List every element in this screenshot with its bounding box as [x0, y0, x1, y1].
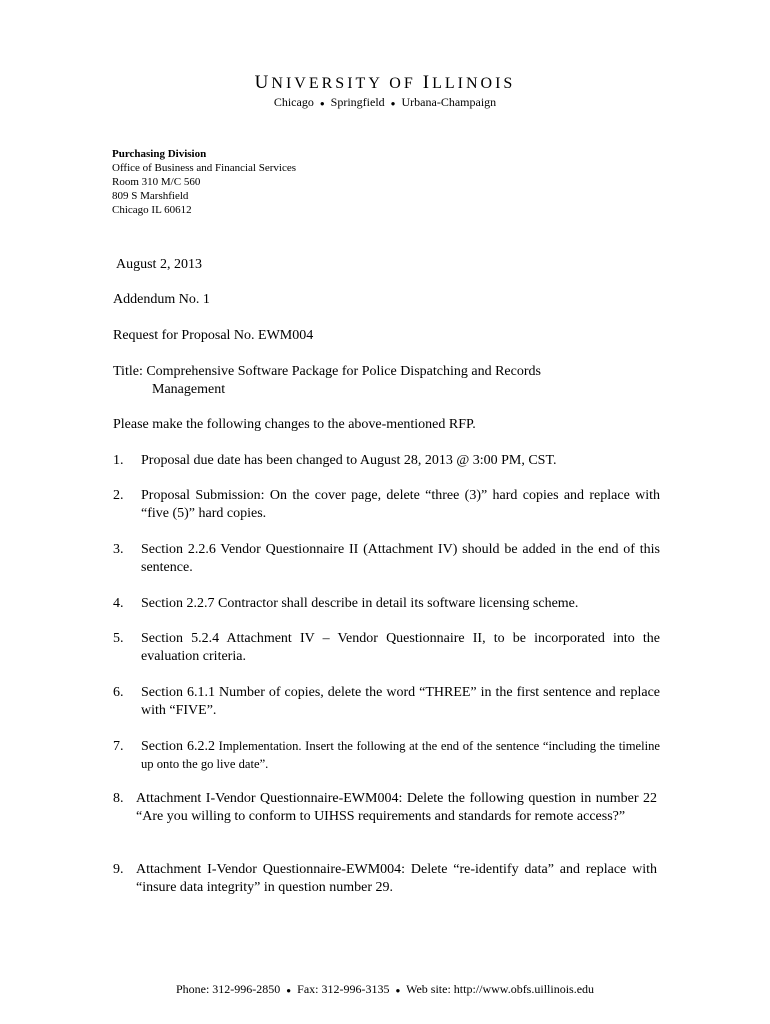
item-text: Proposal Submission: On the cover page, delete “three (3)” hard copies and replace with “five (5)” hard copies. [141, 488, 660, 521]
footer-fax: Fax: 312-996-3135 [297, 982, 390, 996]
item-text: Section 2.2.6 Vendor Questionnaire II (Attachment IV) should be added in the end of this sentence. [141, 542, 660, 575]
campus-chicago: Chicago [273, 95, 314, 109]
address-line-city: Chicago IL 60612 [112, 204, 192, 216]
intro-text: Please make the following changes to the above-mentioned RFP. [113, 417, 476, 432]
addendum-number: Addendum No. 1 [113, 292, 210, 307]
item-number: 7. [113, 739, 124, 754]
bullet-icon: ● [395, 985, 401, 995]
item-text: Proposal due date has been changed to August 28, 2013 @ 3:00 PM, CST. [141, 453, 557, 468]
campus-list [0, 95, 770, 110]
item-text: Implementation. Insert the following at the end of the sentence “including the timeline up onto the go live date”. [141, 739, 660, 771]
rfp-title-line-1: Title: Comprehensive Software Package for Police Dispatching and Records [113, 364, 541, 379]
item-number: 8. [113, 791, 124, 806]
bullet-icon: ● [319, 98, 325, 108]
item-number: 9. [113, 862, 124, 877]
item-text: Section 5.2.4 Attachment IV – Vendor Questionnaire II, to be incorporated into the evaluation criteria. [141, 631, 660, 664]
rfp-title-line-2: Management [152, 382, 226, 397]
item-number: 2. [113, 488, 124, 503]
division-name: Purchasing Division [112, 148, 207, 160]
letter-date: August 2, 2013 [116, 257, 202, 272]
university-name [0, 72, 770, 94]
sender-address [112, 147, 296, 217]
bullet-icon: ● [286, 985, 292, 995]
item-number: 3. [113, 542, 124, 557]
item-text: Section 6.1.1 Number of copies, delete the word “THREE” in the first sentence and replace with “FIVE”. [141, 685, 660, 718]
item-number: 1. [113, 453, 124, 468]
address-line-office: Office of Business and Financial Services [112, 162, 297, 174]
footer-website: Web site: http://www.obfs.uillinois.edu [406, 982, 595, 996]
item-number: 5. [113, 631, 124, 646]
item-text-container [141, 738, 660, 773]
campus-springfield: Springfield [330, 95, 385, 109]
item-section-ref: Section 6.2.2 [141, 739, 215, 754]
bullet-icon: ● [390, 98, 396, 108]
item-text: Attachment I-Vendor Questionnaire-EWM004: Delete “re-identify data” and replace with “insure data integrity” in question number 29. [136, 862, 657, 895]
item-number: 6. [113, 685, 124, 700]
address-line-room: Room 310 M/C 560 [112, 176, 201, 188]
campus-urbana: Urbana-Champaign [401, 95, 497, 109]
footer-phone: Phone: 312-996-2850 [175, 982, 281, 996]
item-text: Section 2.2.7 Contractor shall describe in detail its software licensing scheme. [141, 596, 579, 611]
item-text: Attachment I-Vendor Questionnaire-EWM004: Delete the following question in number 22 “Are you willing to conform to UIHSS requirements and standards for remote access?” [136, 791, 657, 824]
item-number: 4. [113, 596, 124, 611]
university-name-text: UNIVERSITY OF ILLINOIS [254, 72, 516, 93]
rfp-number: Request for Proposal No. EWM004 [113, 328, 314, 343]
address-line-street: 809 S Marshfield [112, 190, 189, 202]
page-footer [0, 982, 770, 997]
